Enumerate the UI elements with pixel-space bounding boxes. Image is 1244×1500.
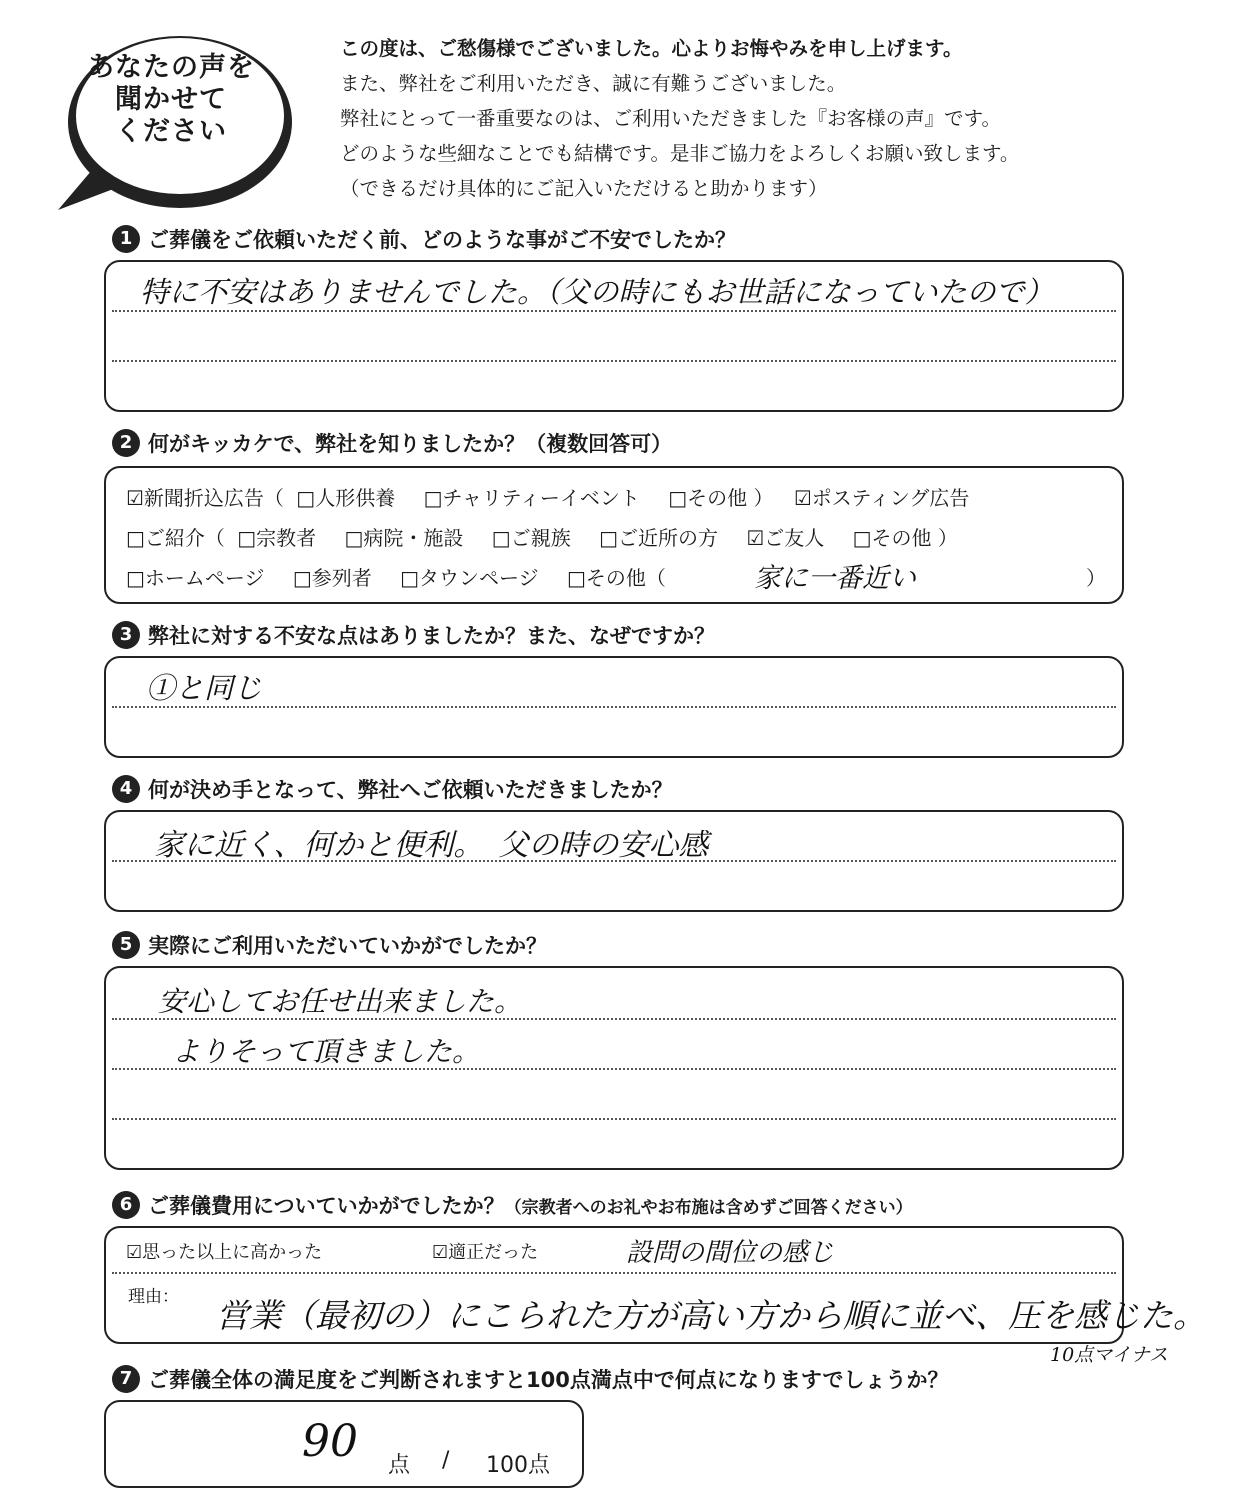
score-max: 100点: [486, 1453, 550, 1478]
option-charity-event[interactable]: □チャリティーイベント: [423, 486, 640, 510]
handwritten-other-answer: 家に一番近い: [754, 563, 916, 594]
score-box[interactable]: [104, 1400, 584, 1488]
score-slash: /: [442, 1448, 450, 1473]
option-newspaper-insert[interactable]: ☑新聞折込広告（: [126, 486, 284, 510]
question-2: [112, 428, 672, 460]
options-box-2: [104, 466, 1124, 604]
option-posting-ad[interactable]: ☑ポスティング広告: [793, 486, 970, 510]
question-4-text: 何が決め手となって、弊社へご依頼いただきましたか？: [148, 778, 673, 802]
option-friends[interactable]: ☑ご友人: [746, 526, 825, 550]
handwritten-answer-4: 家に近く、何かと便利。 父の時の安心感: [154, 828, 709, 863]
reason-label: 理由：: [128, 1287, 179, 1307]
other-close-paren: ）: [1086, 566, 1106, 590]
handwritten-answer-5-line-1: 安心してお任せ出来ました。: [158, 985, 523, 1018]
option-other-1[interactable]: □その他 ）: [668, 486, 774, 510]
bubble-line-3: ください: [115, 116, 227, 147]
answer-box-1[interactable]: [104, 260, 1124, 412]
option-other-2[interactable]: □その他 ）: [852, 526, 958, 550]
option-doll-memorial[interactable]: □人形供養: [296, 486, 396, 510]
options-row-3: [126, 562, 666, 591]
option-homepage[interactable]: □ホームページ: [126, 566, 265, 590]
bubble-heading: [64, 52, 278, 148]
option-neighbors[interactable]: □ご近所の方: [599, 526, 718, 550]
question-3: [112, 620, 715, 652]
answer-box-6[interactable]: [104, 1226, 1206, 1344]
question-number-6: 6: [112, 1191, 140, 1219]
option-town-page[interactable]: □タウンページ: [400, 566, 539, 590]
handwritten-reason: 営業（最初の）にこられた方が高い方から順に並べ、圧を感じた。: [216, 1296, 1206, 1335]
question-number-7: 7: [112, 1365, 140, 1393]
intro-line-4: どのような些細なことでも結構です。是非ご協力をよろしくお願い致します。: [340, 142, 1020, 165]
option-referral[interactable]: □ご紹介（: [126, 526, 225, 550]
option-religious[interactable]: □宗教者: [237, 526, 317, 550]
question-1-text: ご葬儀をご依頼いただく前、どのような事がご不安でしたか？: [148, 228, 736, 252]
handwritten-note-6: 設問の間位の感じ: [626, 1238, 835, 1268]
question-number-1: 1: [112, 225, 140, 253]
options-row-1: [126, 482, 969, 511]
handwritten-answer-3: ①と同じ: [146, 671, 263, 705]
intro-line-5: （できるだけ具体的にご記入いただけると助かります）: [340, 177, 828, 200]
option-too-expensive[interactable]: ☑思った以上に高かった: [126, 1242, 323, 1263]
question-number-2: 2: [112, 429, 140, 457]
question-4: [112, 774, 673, 806]
bubble-line-2: 聞かせて: [115, 84, 227, 115]
intro-line-3: 弊社にとって一番重要なのは、ご利用いただきました『お客様の声』です。: [340, 107, 1002, 130]
handwritten-score: 90: [302, 1416, 358, 1467]
option-other-3[interactable]: □その他（: [566, 566, 666, 590]
handwritten-answer-1: 特に不安はありませんでした。（父の時にもお世話になっていたので）: [140, 275, 1054, 309]
question-number-3: 3: [112, 621, 140, 649]
bubble-line-1: あなたの声を: [87, 52, 255, 83]
question-6: [112, 1190, 913, 1222]
options-row-2: [126, 522, 958, 551]
option-appropriate[interactable]: ☑適正だった: [432, 1242, 539, 1263]
question-5-text: 実際にご利用いただいていかがでしたか？: [148, 934, 547, 958]
option-hospital[interactable]: □病院・施設: [344, 526, 464, 550]
question-5: [112, 930, 547, 962]
intro-line-2: また、弊社をご利用いただき、誠に有難うございました。: [340, 72, 847, 95]
question-1: [112, 224, 736, 256]
question-7-text: ご葬儀全体の満足度をご判断されますと100点満点中で何点になりますでしょうか？: [148, 1368, 949, 1392]
question-2-text: 何がキッカケで、弊社を知りましたか？（複数回答可）: [148, 432, 673, 456]
answer-box-5[interactable]: [104, 966, 1124, 1170]
handwritten-margin-note: 10点マイナス: [1050, 1344, 1169, 1366]
question-number-5: 5: [112, 931, 140, 959]
intro-line-1: この度は、ご愁傷様でございました。心よりお悔やみを申し上げます。: [340, 37, 963, 60]
option-attendee[interactable]: □参列者: [292, 566, 372, 590]
score-unit: 点: [388, 1453, 411, 1478]
question-6-note: （宗教者へのお礼やお布施は含めずご回答ください）: [504, 1198, 913, 1218]
question-7: [112, 1364, 948, 1396]
question-3-text: 弊社に対する不安な点はありましたか？また、なぜですか？: [148, 624, 715, 648]
question-number-4: 4: [112, 775, 140, 803]
option-relatives[interactable]: □ご親族: [491, 526, 571, 550]
handwritten-answer-5-line-2: よりそって頂きました。: [172, 1035, 481, 1068]
answer-box-3[interactable]: [104, 656, 1124, 758]
answer-box-4[interactable]: [104, 810, 1124, 912]
question-6-text: ご葬儀費用についていかがでしたか？: [148, 1194, 505, 1218]
